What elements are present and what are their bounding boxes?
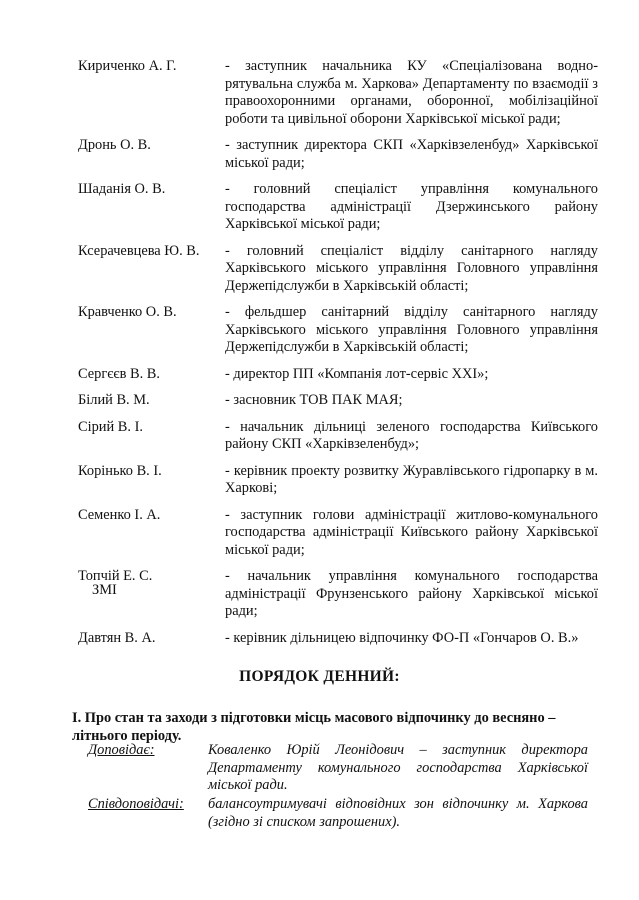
attendee-row [78,243,598,296]
attendee-name: Дронь О. В. [78,137,151,153]
attendee-row [78,419,598,454]
attendee-name: Кравченко О. В. [78,304,177,320]
attendee-list [78,58,598,656]
cospeakers-label: Співдоповідачі: [88,796,184,812]
attendee-row [78,366,598,384]
attendee-role: - керівник дільницею відпочинку ФО-П «Гончаров О. В.» [225,629,579,646]
attendee-role: - фельдшер санітарний відділу санітарного нагляду Харківського міського управління Головного управління Держепідслужби в Харківській області; [225,304,598,355]
attendee-name: Шаданія О. В. [78,181,166,197]
media-label: ЗМІ [92,582,117,598]
attendee-role: - заступник начальника КУ «Спеціалізована водно-рятувальна служба м. Харкова» Департаменту по взаємодії з правоохоронними органами, оборонної, мобілізаційної роботи та цивільної оборони Харківської міської ради; [225,58,598,127]
agenda-heading: ПОРЯДОК ДЕННИЙ: [239,668,400,685]
speaker-label: Доповідає: [88,742,155,758]
attendee-row [78,304,598,357]
attendee-name: Сірий В. І. [78,418,143,435]
attendee-role: - начальник дільниці зеленого господарства Київського району СКП «Харківзеленбуд»; [225,418,598,452]
attendee-row [78,58,598,128]
cospeakers-row [88,796,588,831]
attendee-name: Корінько В. І. [78,462,162,479]
attendee-role: - заступник голови адміністрації житлово-комунального господарства адміністрації Київського району Харківської міської ради; [225,506,598,558]
attendee-name: Кириченко А. Г. [78,58,177,74]
attendee-row [78,568,598,621]
attendee-name: Топчій Е. С. [78,568,153,584]
attendee-row [78,463,598,498]
speaker-row [88,742,588,795]
attendee-role: - начальник управління комунального господарства адміністрації Фрунзенського району Харківської міської ради; [225,568,598,619]
attendee-name: Ксерачевцева Ю. В. [78,242,200,259]
attendee-role: - директор ПП «Компанія лот-сервіс XXI»; [225,365,489,382]
attendee-name: Сергєєв В. В. [78,365,160,382]
cospeakers-text: балансоутримувачі відповідних зон відпочинку м. Харкова (згідно зі списком запрошених). [208,796,588,830]
attendee-role: - керівник проекту розвитку Журавлівського гідропарку в м. Харкові; [225,462,598,496]
agenda-item-title: І. Про стан та заходи з підготовки місць масового відпочинку до весняно – літнього періоду. [72,710,556,744]
attendee-row [78,630,598,648]
attendee-role: - заступник директора СКП «Харківзеленбуд» Харківської міської ради; [225,137,598,171]
attendee-role: - головний спеціаліст відділу санітарного нагляду Харківського міського управління Головного управління Держепідслужби в Харківській області; [225,242,598,294]
attendee-name: Давтян В. А. [78,629,156,646]
speaker-text: Коваленко Юрій Леонідович – заступник директора Департаменту комунального господарства Харківської міської ради. [208,742,588,793]
attendee-row [78,181,598,234]
attendee-row [78,137,598,172]
attendee-role: - засновник ТОВ ПАК МАЯ; [225,392,403,408]
attendee-row [78,392,598,410]
attendee-row [78,507,598,560]
attendee-name: Білий В. М. [78,392,150,408]
attendee-name: Семенко І. А. [78,506,161,523]
attendee-role: - головний спеціаліст управління комунального господарства адміністрації Дзержинського району Харківської міської ради; [225,181,598,232]
